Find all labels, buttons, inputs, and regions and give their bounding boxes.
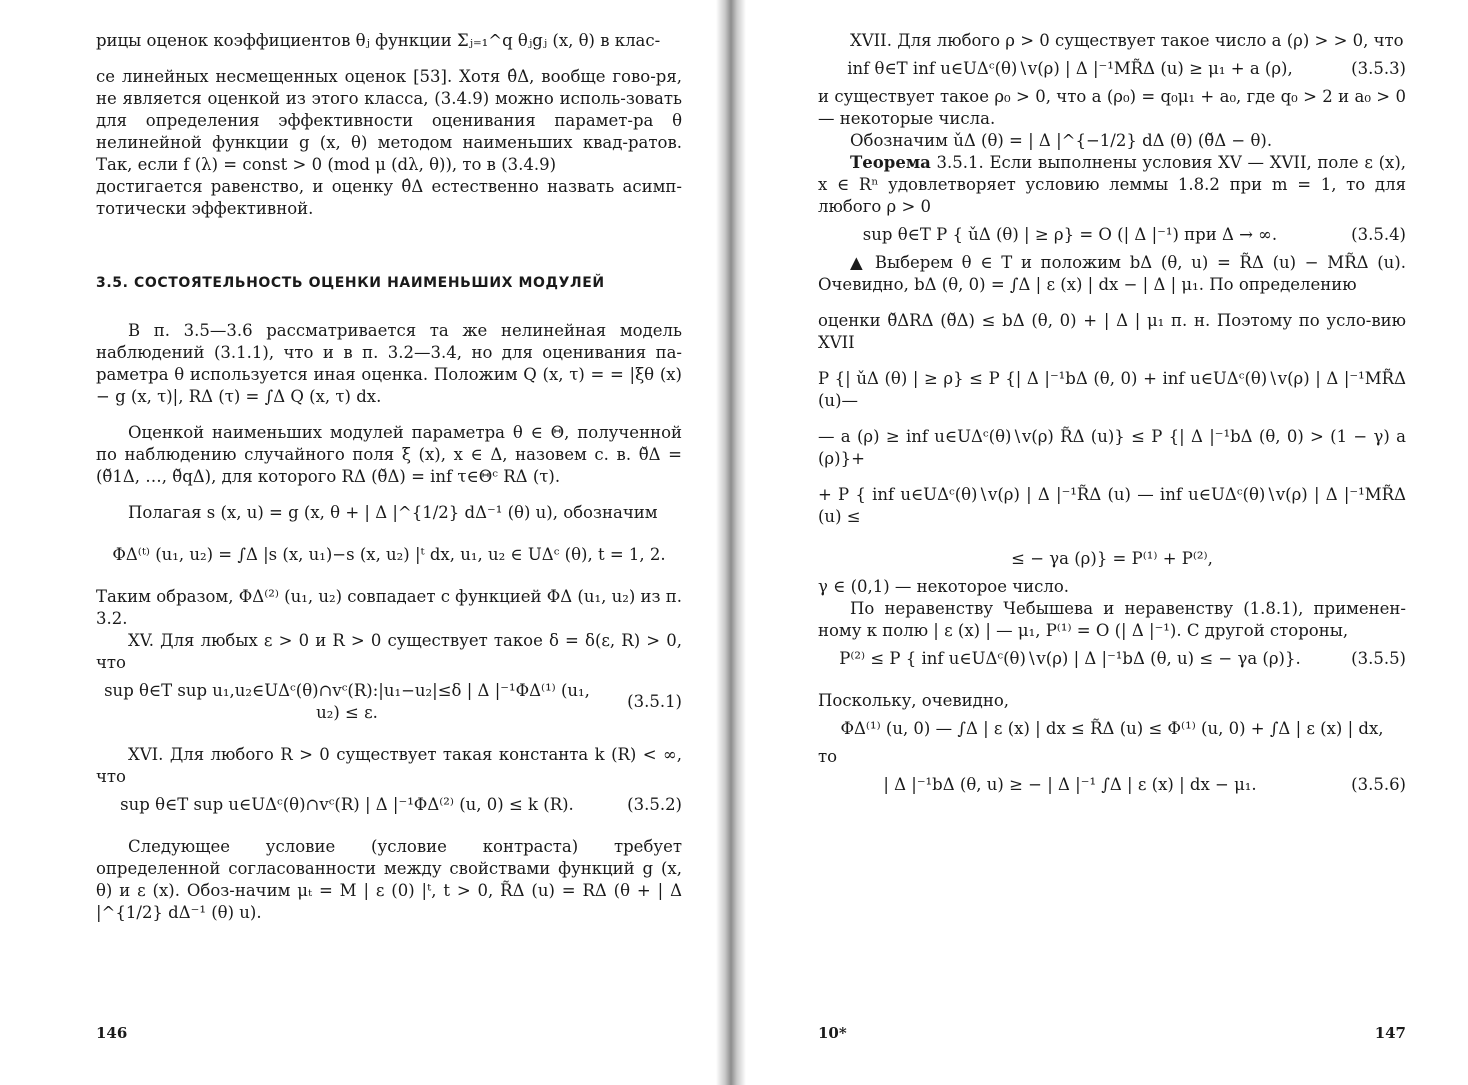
- equation-3-5-4: [818, 224, 1406, 246]
- equation-3-5-4-number: (3.5.4): [1351, 225, 1406, 244]
- left-para-5: Оценкой наименьших модулей параметра θ ∈ Θ, полученной по наблюдению случайного поля ξ (x), x ∈ Δ, назовем с. в. θ̌Δ = (θ̌1Δ, …, θ̌qΔ), для которого RΔ (θ̌Δ) = inf τ∈Θᶜ RΔ (τ).: [96, 423, 682, 486]
- left-para-8: XV. Для любых ε > 0 и R > 0 существует такое δ = δ(ε, R) > 0, что: [96, 631, 682, 672]
- left-para-4: В п. 3.5—3.6 рассматривается та же нелинейная модель наблюдений (3.1.1), что и в п. 3.2—3.4, но для оценивания па-раметра θ используется иная оценка. Положим Q (x, τ) = = |ξθ (x) − g (x, τ)|, RΔ (τ) = ∫Δ Q (x, τ) dx.: [96, 321, 682, 406]
- equation-3-5-6-body: | Δ |⁻¹bΔ (θ, u) ≥ − | Δ |⁻¹ ∫Δ | ε (x) | dx − μ₁.: [883, 775, 1257, 794]
- equation-3-5-1-body: sup θ∈T sup u₁,u₂∈UΔᶜ(θ)∩vᶜ(R):|u₁−u₂|≤δ | Δ |⁻¹ΦΔ⁽¹⁾ (u₁, u₂) ≤ ε.: [104, 681, 590, 722]
- equation-3-5-5-body: P⁽²⁾ ≤ P { inf u∈UΔᶜ(θ)∖v(ρ) | Δ |⁻¹bΔ (θ, u) ≤ − γa (ρ)}.: [839, 649, 1301, 668]
- signature-mark: 10*: [818, 1024, 847, 1042]
- equation-3-5-1-number: (3.5.1): [627, 692, 682, 711]
- equation-3-5-3: [818, 58, 1406, 80]
- equation-phi: [96, 544, 682, 566]
- equation-inequality-body: ΦΔ⁽¹⁾ (u, 0) — ∫Δ | ε (x) | dx ≤ R̃Δ (u) ≤ Φ⁽¹⁾ (u, 0) + ∫Δ | ε (x) | dx,: [840, 719, 1384, 738]
- equation-3-5-6: [818, 774, 1406, 796]
- left-para-7: Таким образом, ΦΔ⁽²⁾ (u₁, u₂) совпадает с функцией ΦΔ (u₁, u₂) из п. 3.2.: [96, 587, 682, 628]
- page-number-right: 147: [1374, 1024, 1406, 1042]
- chain-line-1: P {| ǔΔ (θ) | ≥ ρ} ≤ P {| Δ |⁻¹bΔ (θ, 0) + inf u∈UΔᶜ(θ)∖v(ρ) | Δ |⁻¹MR̃Δ (u)—: [818, 369, 1406, 410]
- right-para-3: Обозначим ǔΔ (θ) = | Δ |^{−1/2} dΔ (θ) (θ̌Δ − θ).: [850, 131, 1273, 150]
- book-gutter: [716, 0, 746, 1085]
- right-para-8: Поскольку, очевидно,: [818, 691, 1010, 710]
- right-para-6: γ ∈ (0,1) — некоторое число.: [818, 577, 1070, 596]
- left-para-10: Следующее условие (условие контраста) требует определенной согласованности между свойствами функций g (x, θ) и ε (x). Обоз-начим μₜ = M | ε (0) |ᵗ, t > 0, R̃Δ (u) = RΔ (θ + | Δ |^{1/2} dΔ⁻¹ (θ) u).: [96, 837, 682, 922]
- right-para-9: то: [818, 747, 838, 766]
- equation-3-5-5-number: (3.5.5): [1351, 649, 1406, 668]
- equation-3-5-2: [96, 794, 682, 816]
- chain-line-4: [818, 548, 1406, 570]
- equation-3-5-2-body: sup θ∈T sup u∈UΔᶜ(θ)∩vᶜ(R) | Δ |⁻¹ΦΔ⁽²⁾ (u, 0) ≤ k (R).: [120, 795, 574, 814]
- theorem-label: Теорема: [850, 153, 931, 172]
- equation-3-5-4-body: sup θ∈T P { ǔΔ (θ) | ≥ ρ} = O (| Δ |⁻¹) при Δ → ∞.: [862, 225, 1278, 244]
- equation-3-5-3-body: inf θ∈T inf u∈UΔᶜ(θ)∖v(ρ) | Δ |⁻¹MR̃Δ (u) ≥ μ₁ + a (ρ),: [847, 59, 1293, 78]
- right-para-7: По неравенству Чебышева и неравенству (1.8.1), применен-ному к полю | ε (x) | — μ₁, P⁽¹⁾ = O (| Δ |⁻¹). С другой стороны,: [818, 599, 1406, 640]
- section-heading: 3.5. СОСТОЯТЕЛЬНОСТЬ ОЦЕНКИ НАИМЕНЬШИХ МОДУЛЕЙ: [96, 275, 605, 291]
- equation-3-5-3-number: (3.5.3): [1351, 59, 1406, 78]
- page-number-left: 146: [96, 1024, 128, 1042]
- left-para-9: XVI. Для любого R > 0 существует такая константа k (R) < ∞, что: [96, 745, 682, 786]
- left-para-6: Полагая s (x, u) = g (x, θ + | Δ |^{1/2} dΔ⁻¹ (θ) u), обозначим: [128, 503, 658, 522]
- equation-3-5-6-number: (3.5.6): [1351, 775, 1406, 794]
- theorem-text: 3.5.1. Если выполнены условия XV — XVII, поле ε (x), x ∈ Rⁿ удовлетворяет условию леммы 1.8.2 при m = 1, то для любого ρ > 0: [818, 153, 1406, 216]
- left-para-1: рицы оценок коэффициентов θⱼ функции Σⱼ₌₁^q θⱼgⱼ (x, θ) в клас-: [96, 31, 661, 50]
- left-para-3: достигается равенство, и оценку θ̂Δ естественно назвать асимп-тотически эффективной.: [96, 177, 682, 218]
- equation-phi-body: ΦΔ⁽ᵗ⁾ (u₁, u₂) = ∫Δ |s (x, u₁)−s (x, u₂) |ᵗ dx, u₁, u₂ ∈ UΔᶜ (θ), t = 1, 2.: [112, 545, 666, 564]
- chain-line-2: — a (ρ) ≥ inf u∈UΔᶜ(θ)∖v(ρ) R̃Δ (u)} ≤ P {| Δ |⁻¹bΔ (θ, 0) > (1 − γ) a (ρ)}+: [818, 427, 1406, 468]
- chain-line-3: + P { inf u∈UΔᶜ(θ)∖v(ρ) | Δ |⁻¹R̃Δ (u) — inf u∈UΔᶜ(θ)∖v(ρ) | Δ |⁻¹MR̃Δ (u) ≤: [818, 485, 1406, 526]
- right-para-4: ▲ Выберем θ ∈ T и положим bΔ (θ, u) = R̃Δ (u) − MR̃Δ (u). Очевидно, bΔ (θ, 0) = ∫Δ | ε (x) | dx − | Δ | μ₁. По определению: [818, 253, 1406, 294]
- equation-3-5-1: [96, 680, 682, 724]
- equation-3-5-2-number: (3.5.2): [627, 795, 682, 814]
- equation-3-5-5: [818, 648, 1406, 670]
- equation-inequality: [818, 718, 1406, 740]
- right-para-2: и существует такое ρ₀ > 0, что a (ρ₀) = q₀μ₁ + a₀, где q₀ > 2 и a₀ > 0 — некоторые числа.: [818, 87, 1406, 128]
- right-para-5: оценки θ̌ΔRΔ (θ̌Δ) ≤ bΔ (θ, 0) + | Δ | μ₁ п. н. Поэтому по усло-вию XVII: [818, 311, 1406, 352]
- chain-line-4-body: ≤ − γa (ρ)} = P⁽¹⁾ + P⁽²⁾,: [1011, 549, 1213, 568]
- theorem-3-5-1: [818, 152, 1406, 218]
- left-para-2: се линейных несмещенных оценок [53]. Хотя θ̂Δ, вообще гово-ря, не является оценкой из этого класса, (3.4.9) можно исполь-зовать для определения эффективности оценивания парамет-ра θ нелинейной функции g (x, θ) методом наименьших квад-ратов. Так, если f (λ) = const > 0 (mod μ (dλ, θ)), то в (3.4.9): [96, 67, 682, 174]
- left-page: [96, 30, 682, 1050]
- right-page: [818, 30, 1406, 1050]
- right-para-1: XVII. Для любого ρ > 0 существует такое число a (ρ) > > 0, что: [850, 31, 1404, 50]
